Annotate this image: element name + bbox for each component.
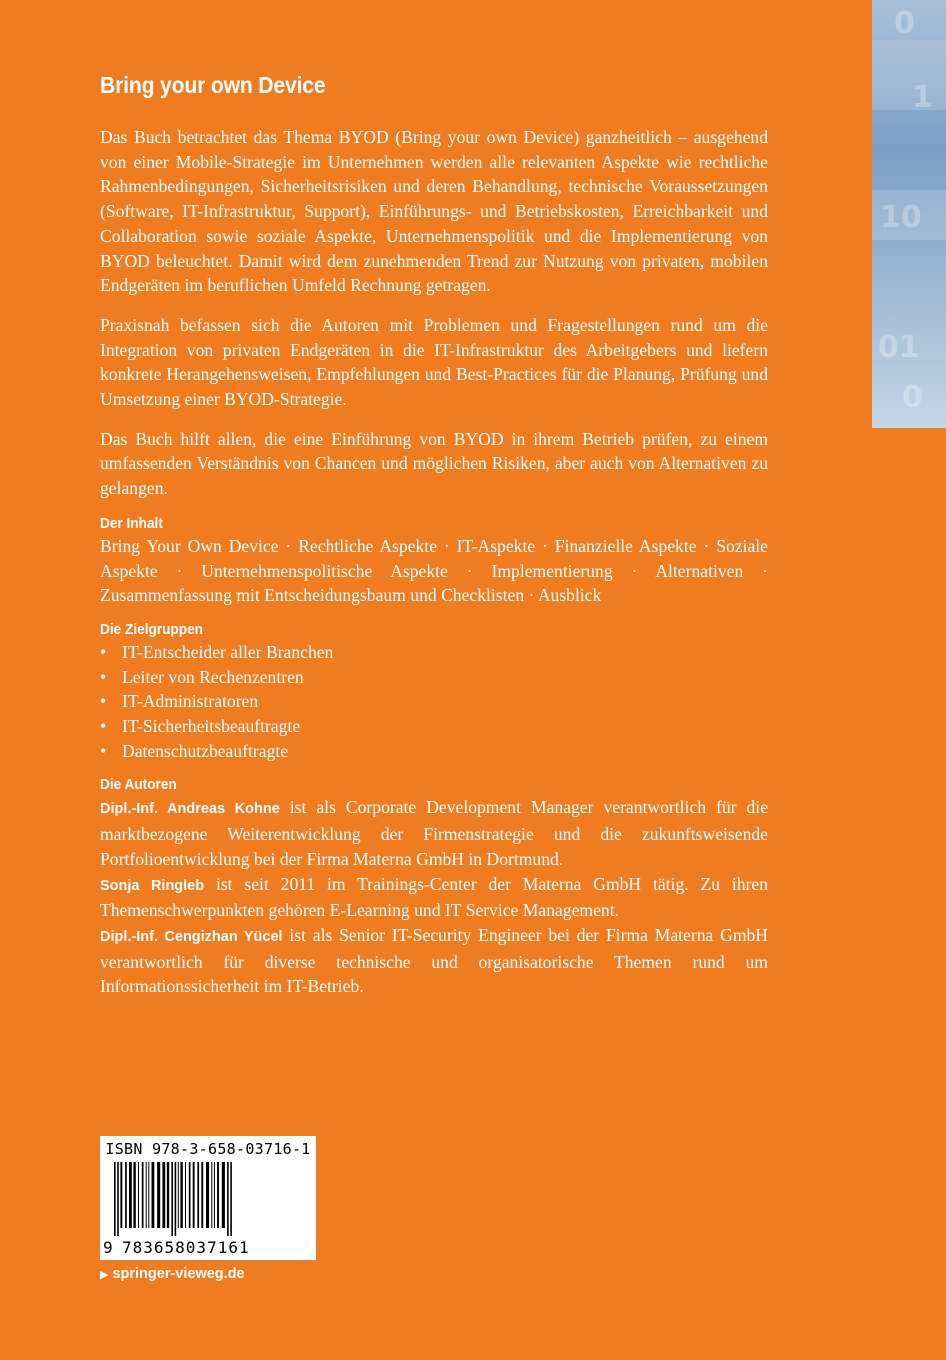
barcode-bar (214, 1162, 215, 1228)
publisher-website[interactable] (100, 1266, 245, 1282)
barcode-bar (148, 1162, 149, 1228)
list-item-text: IT-Entscheider aller Branchen (122, 641, 334, 662)
barcode-bar (117, 1162, 119, 1236)
barcode-bar (222, 1162, 225, 1228)
list-item (100, 739, 768, 764)
stripe-digit: 0 (902, 380, 923, 415)
list-item (100, 714, 768, 739)
list-item (100, 665, 768, 690)
isbn-label: ISBN 978-3-658-03716-1 (105, 1140, 311, 1158)
barcode-bar (167, 1162, 169, 1228)
author-entry (100, 795, 768, 871)
bullet: • (100, 641, 107, 662)
cover-image-stripe (872, 0, 946, 428)
back-cover-text (100, 72, 768, 999)
barcode-lead-digit: 9 (103, 1238, 113, 1257)
barcode-bar (138, 1162, 139, 1228)
arrow-right-icon: ▶ (100, 1269, 109, 1281)
bullet: • (100, 691, 107, 712)
barcode-bar (230, 1162, 232, 1236)
barcode-bar (125, 1162, 127, 1228)
author-entry (100, 923, 768, 999)
contents-text: Bring Your Own Device · Rechtliche Aspekte · IT-Aspekte · Finanzielle Aspekte · Soziale Aspekte · Unternehmenspolitische Aspekte · Implementierung · Alternativen · Zusammenfassung mit Entscheidungsbaum und Checklisten · Ausblick (100, 535, 768, 606)
barcode-bar (162, 1162, 165, 1228)
barcode-bar (211, 1162, 212, 1228)
barcode-bar (133, 1162, 135, 1228)
barcode-bar (201, 1162, 203, 1228)
barcode-bar (146, 1162, 147, 1228)
barcode-bars (114, 1162, 304, 1236)
author-entry (100, 872, 768, 923)
list-item (100, 640, 768, 665)
barcode-bar (157, 1162, 160, 1228)
author-bio: ist seit 2011 im Trainings-Center der Materna GmbH tätig. Zu ihren Themenschwerpunkten gehören E-Learning und IT Service Management. (100, 873, 768, 921)
website-url: springer-vieweg.de (112, 1266, 245, 1282)
barcode-bar (206, 1162, 209, 1228)
targets-heading: Die Zielgruppen (100, 621, 204, 638)
barcode-bar (114, 1162, 116, 1236)
barcode-bar (189, 1162, 191, 1228)
barcode-bar (152, 1162, 155, 1228)
author-name: Sonja Ringleb (100, 877, 205, 894)
targets-list (100, 640, 768, 764)
stripe-band (872, 40, 946, 110)
intro-paragraph: Das Buch betrachtet das Thema BYOD (Bring your own Device) ganzheitlich – ausgehend von einer Mobile-Strategie im Unternehmen werden alle relevanten Aspekte wie rechtliche Rahmenbedingungen, Sicherheitsrisiken und deren Behandlung, technische Voraussetzungen (Software, IT-Infrastruktur, Support), Einführungs- und Betriebskosten, Erreichbarkeit und Collaboration sowie soziale Aspekte, Unternehmenspolitik und die Implementierung von BYOD beleuchtet. Damit wird dem zunehmenden Trend zur Nutzung von privaten, mobilen Endgeräten im beruflichen Umfeld Rechnung getragen. (100, 127, 768, 296)
barcode-digit-string: 783658037161 (122, 1238, 250, 1257)
contents-heading: Der Inhalt (100, 515, 163, 532)
barcode-bar (227, 1162, 229, 1236)
author-bio: ist als Senior IT-Security Engineer bei der Firma Materna GmbH verantwortlich für diverse technische und organisatorische Themen rund um Informationssicherheit im IT-Betrieb. (100, 924, 769, 997)
practice-paragraph: Praxisnah befassen sich die Autoren mit Problemen und Fragestellungen rund um die Integration von privaten Endgeräten in die IT-Infrastruktur des Arbeitgebers und liefern konkrete Herangehensweisen, Empfehlungen und Best-Practices für die Planung, Prüfung und Umsetzung einer BYOD-Strategie. (100, 314, 768, 410)
list-item-text: Datenschutzbeauftragte (122, 740, 289, 761)
author-bio: ist als Corporate Development Manager verantwortlich für die marktbezogene Weiterentwicklung der Firmenstrategie und die zukunftsweisende Portfolioentwicklung bei der Firma Materna GmbH in Dortmund. (100, 797, 769, 869)
stripe-digit: 1 (912, 80, 933, 115)
barcode-bar (193, 1162, 195, 1228)
author-name: Dipl.-Inf. Cengizhan Yücel (100, 928, 283, 945)
bullet: • (100, 716, 107, 737)
author-name: Dipl.-Inf. Andreas Kohne (100, 801, 280, 818)
barcode-bar (120, 1162, 122, 1228)
barcode-bar (171, 1162, 173, 1236)
list-item-text: IT-Administratoren (122, 691, 259, 712)
stripe-digit: 01 (878, 330, 920, 365)
stripe-digit: 0 (894, 6, 915, 41)
isbn-barcode (100, 1136, 316, 1260)
list-item (100, 689, 768, 714)
book-title: Bring your own Device (100, 72, 326, 98)
barcode-bar (180, 1162, 182, 1228)
barcode-bar (217, 1162, 219, 1228)
barcode-bar (197, 1162, 199, 1228)
barcode-bar (175, 1162, 177, 1236)
audience-paragraph: Das Buch hilft allen, die eine Einführung von BYOD in ihrem Betrieb prüfen, zu einem umfassenden Verständnis von Chancen und möglichen Risiken, aber auch von Alternativen zu gelangen. (100, 428, 768, 499)
list-item-text: Leiter von Rechenzentren (122, 666, 304, 687)
authors-heading: Die Autoren (100, 777, 177, 794)
bullet: • (100, 740, 107, 761)
barcode-bar (142, 1162, 144, 1228)
list-item-text: IT-Sicherheitsbeauftragte (122, 716, 301, 737)
stripe-digit: 10 (880, 200, 922, 235)
barcode-bar (185, 1162, 186, 1228)
barcode-bar (129, 1162, 132, 1228)
barcode-bar (178, 1162, 179, 1228)
bullet: • (100, 666, 107, 687)
